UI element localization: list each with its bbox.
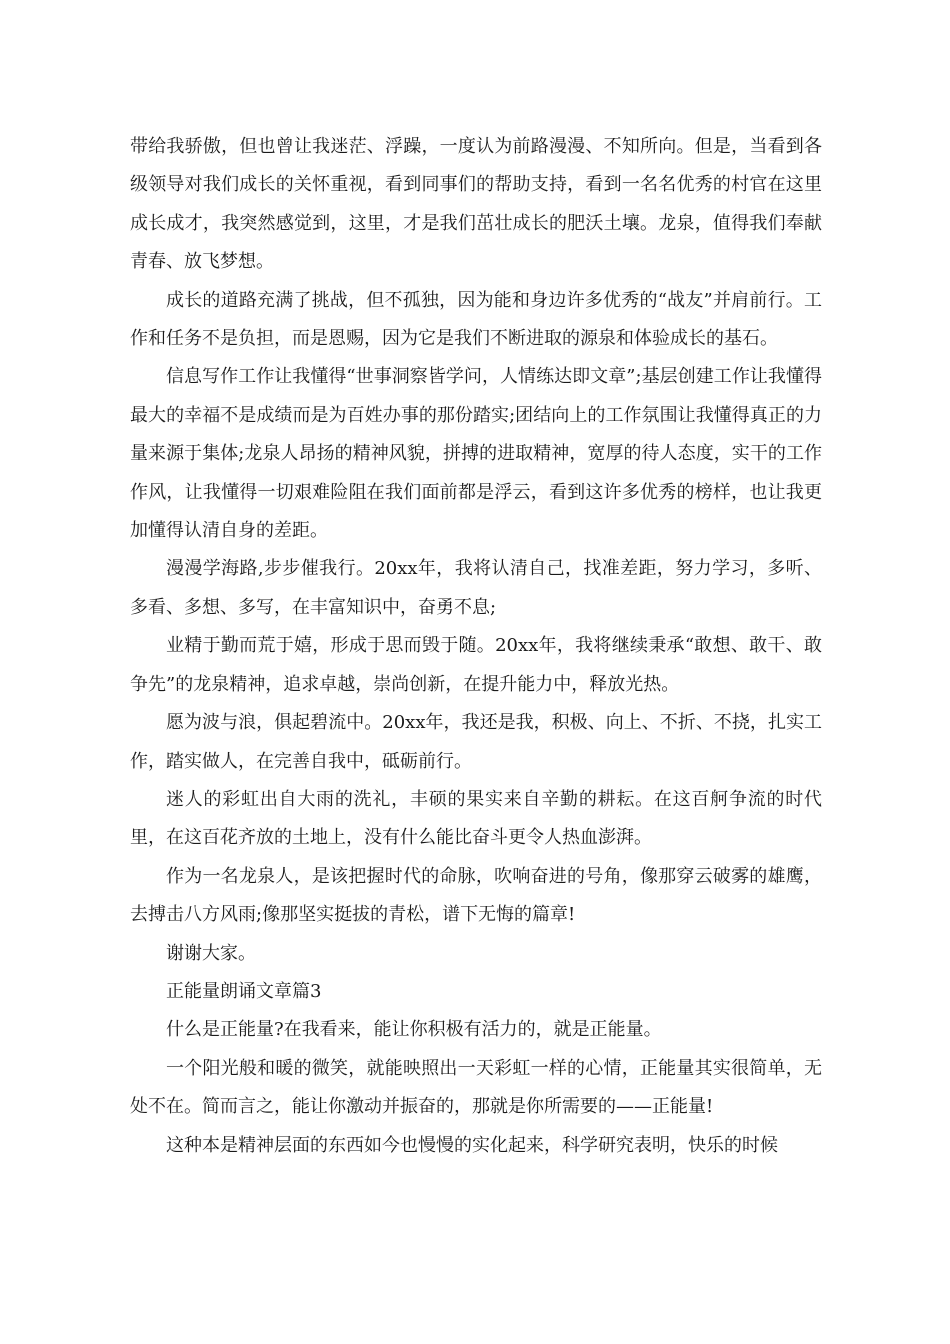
paragraph: 什么是正能量?在我看来，能让你积极有活力的，就是正能量。 [166, 1019, 662, 1041]
document-body [130, 128, 822, 1165]
paragraph: 作为一名龙泉人，是该把握时代的命脉，吹响奋进的号角，像那穿云破雾的雄鹰，去搏击八方风雨;像那坚实挺拔的青松，谱下无悔的篇章! [130, 865, 822, 926]
paragraph: 业精于勤而荒于嬉，形成于思而毁于随。20xx年，我将继续秉承“敢想、敢干、敢争先”的龙泉精神，追求卓越，崇尚创新，在提升能力中，释放光热。 [130, 635, 822, 695]
paragraph: 迷人的彩虹出自大雨的洗礼，丰硕的果实来自辛勤的耕耘。在这百舸争流的时代里，在这百花齐放的土地上，没有什么能比奋斗更令人热血澎湃。 [130, 788, 822, 849]
paragraph: 谢谢大家。 [166, 942, 256, 964]
paragraph: 成长的道路充满了挑战，但不孤独，因为能和身边许多优秀的“战友”并肩前行。工作和任务不是负担，而是恩赐，因为它是我们不断进取的源泉和体验成长的基石。 [130, 289, 822, 350]
paragraph: 信息写作工作让我懂得“世事洞察皆学问，人情练达即文章”;基层创建工作让我懂得最大的幸福不是成绩而是为百姓办事的那份踏实;团结向上的工作氛围让我懂得真正的力量来源于集体;龙泉人昂扬的精神风貌，拼搏的进取精神，宽厚的待人态度，实干的工作作风，让我懂得一切艰难险阻在我们面前都是浮云，看到这许多优秀的榜样，也让我更加懂得认清自身的差距。 [130, 366, 822, 542]
paragraph: 愿为波与浪，俱起碧流中。20xx年，我还是我，积极、向上、不折、不挠，扎实工作，踏实做人，在完善自我中，砥砺前行。 [130, 712, 822, 772]
paragraph: 带给我骄傲，但也曾让我迷茫、浮躁，一度认为前路漫漫、不知所向。但是，当看到各级领导对我们成长的关怀重视，看到同事们的帮助支持，看到一名名优秀的村官在这里成长成才，我突然感觉到，这里，才是我们茁壮成长的肥沃土壤。龙泉，值得我们奉献青春、放飞梦想。 [130, 136, 822, 273]
section-heading: 正能量朗诵文章篇3 [166, 980, 322, 1002]
paragraph: 漫漫学海路,步步催我行。20xx年，我将认清自己，找准差距，努力学习，多听、多看、多想、多写，在丰富知识中，奋勇不息; [130, 558, 822, 618]
paragraph: 这种本是精神层面的东西如今也慢慢的实化起来，科学研究表明，快乐的时候 [166, 1134, 778, 1156]
paragraph: 一个阳光般和暖的微笑，就能映照出一天彩虹一样的心情，正能量其实很简单，无处不在。简而言之，能让你激动并振奋的，那就是你所需要的——正能量! [130, 1057, 822, 1118]
